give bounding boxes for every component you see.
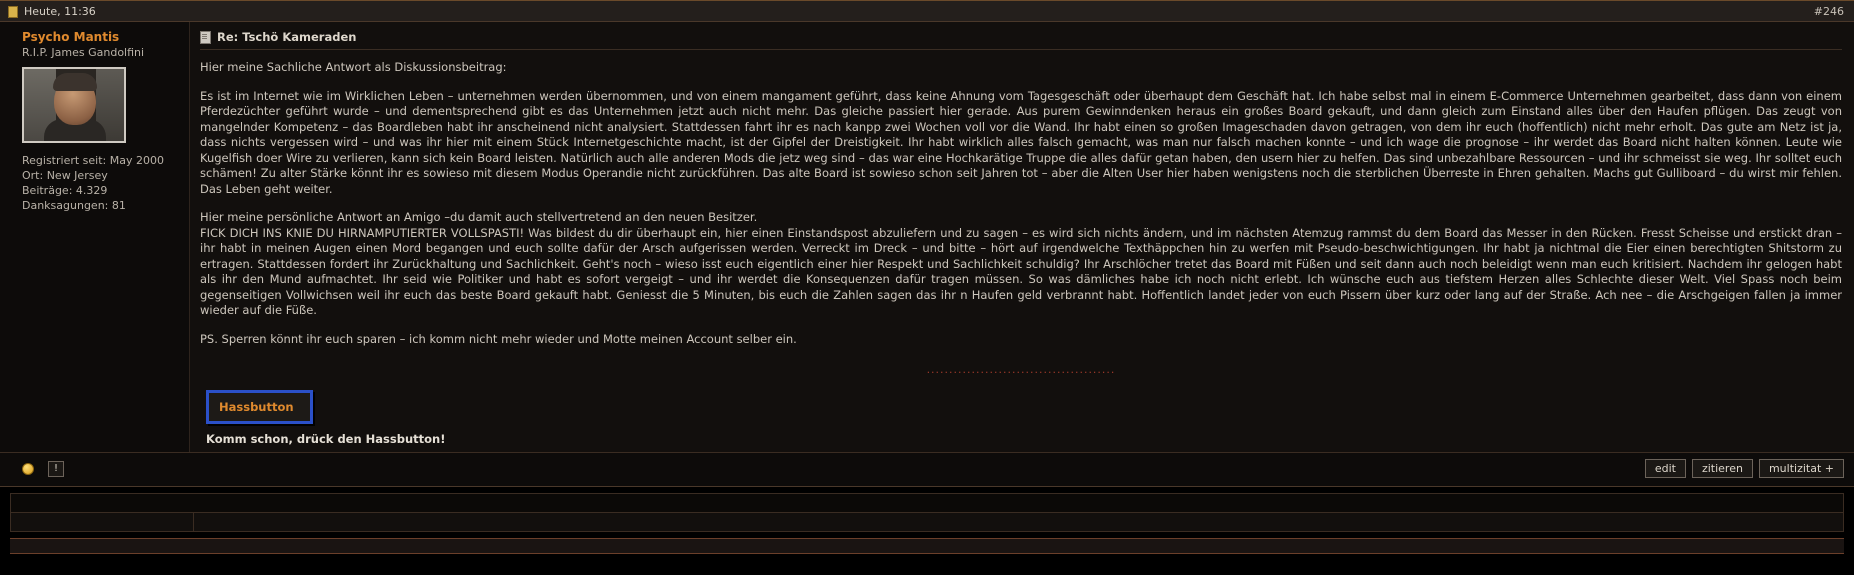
paragraph: PS. Sperren könnt ihr euch sparen – ich komm nicht mehr wieder und Motte meinen Account selber ein.	[200, 331, 797, 346]
post-subject: Re: Tschö Kameraden	[217, 30, 357, 44]
report-icon[interactable]: !	[48, 461, 64, 477]
avatar-hair	[53, 73, 97, 91]
decorative-separator: ..........................................	[926, 363, 1116, 376]
quote-button[interactable]: zitieren	[1692, 459, 1753, 478]
next-post-content-cell	[194, 513, 1843, 531]
hassbutton-caption: Komm schon, drück den Hassbutton!	[206, 432, 446, 446]
author-name[interactable]: Psycho Mantis	[22, 30, 120, 44]
post-date-group	[8, 5, 96, 18]
post-header	[0, 0, 1854, 22]
post-body	[0, 22, 1854, 453]
footer-left-group	[22, 461, 64, 477]
status-dot-icon	[22, 463, 34, 475]
post-subject-row	[200, 30, 1842, 50]
hassbutton[interactable]: Hassbutton	[206, 390, 313, 424]
post-footer	[0, 453, 1854, 487]
post-message	[200, 60, 1842, 347]
author-panel	[0, 22, 190, 452]
post-number[interactable]: #246	[1813, 4, 1844, 18]
next-post-row	[10, 513, 1844, 532]
author-title: R.I.P. James Gandolfini	[22, 46, 145, 59]
edit-button[interactable]: edit	[1645, 459, 1686, 478]
paragraph: Es ist im Internet wie im Wirklichen Leben – unternehmen werden übernommen, und von einem mangament geführt, dass keine Ahnung vom Tagesgeschäft oder überhaupt dem Geschäft hat. Ich habe selbst mal in einem E-Commerce Unternehmen gearbeitet, dass dann von einem Pferdezüchter geführt wurde – und dementsprechend gibt es das Unternehmen jetzt auch nicht mehr. Das gleiche passiert hier gerade. Aus purem Gewinndenken heraus ein großes Board gekauft, und dann gleich zum Einstand alles über den Haufen pflügen. Das zeugt von mangelnder Kompetenz – das Boardleben habt ihr anscheinend nicht analysiert. Stattdessen fahrt ihr es nach kanpp zwei Wochen voll vor die Wand. Ihr habt einen so großen Imageschaden davon getragen, von dem ihr euch (hoffentlich) nicht mehr erholt. Das gute am Netz ist ja, dass nichts vergessen wird – und was ihr hier mit einem Stück Internetgeschichte macht, ist der Gipfel der Dreistigkeit. Ihr habt wirklich alles falsch gemacht, was man nur falsch machen konnte – und ich wage die prognose – ihr werdet das Board nicht halten können. Leute wie Kugelfish doer Wire zu verlieren, kann sich kein Board leisten. Natürlich auch alle anderen Mods die jetz weg sind – das war eine Hochkarätige Truppe die alles dafür getan haben, den usern hier zu helfen. Das sind unbezahlbare Ressourcen – und ihr schmeisst sie weg. Ihr solltet euch schämen! Zu alter Stärke könnt ihr es sowieso mit diesem Modus Operandie nicht zurückführen. Das alte Board ist sowieso schon seit Jahren tot – aber die Alten User hier haben wenigstens noch die sterblichen Überreste in Ehren gehalten. Machs gut Gulliboard – du wirst mir fehlen. Das Leben geht weiter.	[200, 88, 1842, 196]
avatar	[22, 67, 126, 143]
author-thanks: Danksagungen: 81	[22, 199, 126, 212]
post-content	[190, 22, 1854, 452]
author-registered: Registriert seit: May 2000	[22, 154, 164, 167]
multiquote-button[interactable]: multizitat +	[1759, 459, 1844, 478]
document-icon	[8, 6, 18, 18]
post-actions	[1645, 459, 1844, 478]
paragraph: Hier meine Sachliche Antwort als Diskussionsbeitrag:	[200, 60, 507, 74]
paragraph: Hier meine persönliche Antwort an Amigo –du damit auch stellvertretend an den neuen Besitzer.	[200, 210, 758, 224]
paragraph: FICK DICH INS KNIE DU HIRNAMPUTIERTER VOLLSPASTI! Was bildest du dir überhaupt ein, hier einen Einstandspost abzuliefern und zu sagen – es wird sich nichts ändern, und im nächsten Atemzug rammst du dem Board das Messer in den Rücken. Fresst Scheisse und erstickt dran – ihr habt in meinen Augen einen Mord begangen und euch sollte dafür der Arsch aufgerissen werden. Verreckt im Dreck – und bitte – hört auf irgendwelche Texthäppchen hin zu werfen mit Pseudo-beschwichtigungen. Ihr habt ja nichtmal die Eier einen berechtigten Shitstorm zu ertragen. Stattdessen fordert ihr Zurückhaltung und Sachlichkeit. Geht's noch – wieso isst euch eigentlich einer hier Respekt und Sachlichkeit schuldig? Ihr Arschlöcher tretet das Board mit Füßen und seit dann auch noch beleidigt wenn man euch kritisiert. Nachdem ihr gelogen habt als ihr den Mund aufmachtet. Ihr seid wie Politiker und habt es sofort vergeigt – und ihr werdet die Konsequenzen dafür tragen müssen. So was dämliches habe ich noch nicht erlebt. Ich wünsche euch aus tiefstem Herzen alles Schlechte dieser Welt. Viel Spass noch beim gegenseitigen Vollwichsen weil ihr euch das beste Board gekauft habt. Geniesst die 5 Minuten, bis euch die Zahlen sagen das ihr n Haufen geld verbrannt habt. Hoffentlich landet jeder von euch Pissern über kurz oder lang auf der Straße. Ach nee – die Arschgeigen fallen ja immer wieder auf die Füße.	[200, 225, 1842, 317]
next-post-header-strip	[10, 493, 1844, 513]
author-location: Ort: New Jersey	[22, 169, 108, 182]
next-post-author-cell	[11, 513, 194, 531]
post-icon	[200, 31, 211, 44]
bottom-bar	[10, 538, 1844, 554]
post-date: Heute, 11:36	[24, 4, 96, 18]
author-postcount: Beiträge: 4.329	[22, 184, 108, 197]
